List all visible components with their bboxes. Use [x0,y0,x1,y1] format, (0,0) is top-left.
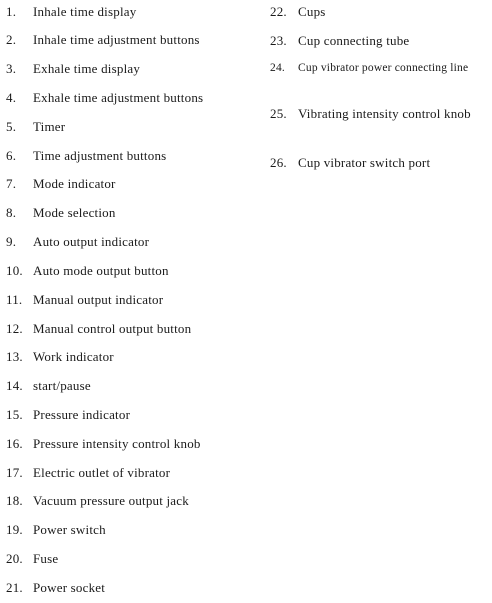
item-number: 12. [6,321,23,336]
item-number: 22. [270,4,287,19]
list-item [6,405,130,425]
item-number: 24. [270,62,285,74]
item-label: Cups [298,4,326,19]
item-label: Timer [33,119,66,134]
item-number: 5. [6,119,17,134]
item-label: Cup connecting tube [298,33,410,48]
item-number: 3. [6,61,17,76]
item-number: 14. [6,378,23,393]
list-item [6,261,169,281]
item-label: Cup vibrator switch port [298,155,431,170]
list-item [6,117,65,137]
item-label: Power switch [33,522,106,537]
list-item [6,59,140,79]
item-number: 8. [6,205,17,220]
list-item [270,153,430,173]
list-item [6,146,166,166]
list-item [6,88,203,108]
item-label: Auto output indicator [33,234,150,249]
item-number: 25. [270,106,287,121]
item-number: 17. [6,465,23,480]
item-number: 26. [270,155,287,170]
list-item [270,59,485,78]
item-label: Pressure intensity control knob [33,436,201,451]
item-label: Mode selection [33,205,116,220]
item-number: 13. [6,349,23,364]
list-item [6,549,58,569]
list-item [270,31,409,51]
list-item [6,30,200,50]
list-item [6,232,149,252]
item-number: 6. [6,148,17,163]
item-label: Vacuum pressure output jack [33,493,189,508]
list-item [6,290,163,310]
item-label: Inhale time adjustment buttons [33,32,200,47]
item-label: Electric outlet of vibrator [33,465,171,480]
item-number: 23. [270,33,287,48]
list-item [6,520,106,540]
item-label: Cup vibrator power connecting line [298,62,469,74]
list-item [6,347,114,367]
item-number: 10. [6,263,23,278]
item-label: start/pause [33,378,91,393]
item-number: 4. [6,90,17,105]
item-number: 1. [6,4,17,19]
item-label: Power socket [33,580,106,595]
item-label: Exhale time adjustment buttons [33,90,204,105]
item-number: 2. [6,32,17,47]
list-item [6,491,189,511]
list-item [6,2,136,22]
list-item [6,376,91,396]
item-label: Fuse [33,551,59,566]
item-label: Manual control output button [33,321,192,336]
item-label: Exhale time display [33,61,141,76]
item-number: 20. [6,551,23,566]
item-label: Work indicator [33,349,114,364]
list-item [6,174,116,194]
list-item [270,104,485,124]
list-item [6,203,116,223]
item-label: Inhale time display [33,4,137,19]
item-number: 16. [6,436,23,451]
item-label: Pressure indicator [33,407,131,422]
item-label: Time adjustment buttons [33,148,167,163]
item-label: Mode indicator [33,176,116,191]
item-number: 9. [6,234,17,249]
item-number: 11. [6,292,23,307]
list-item [270,2,326,22]
list-item [6,434,201,454]
item-label: Vibrating intensity control knob [298,106,471,121]
list-item [6,319,191,339]
item-label: Auto mode output button [33,263,169,278]
item-label: Manual output indicator [33,292,164,307]
item-number: 21. [6,580,23,595]
list-item [6,463,170,483]
item-number: 18. [6,493,23,508]
item-number: 15. [6,407,23,422]
item-number: 7. [6,176,17,191]
list-item [6,578,105,598]
item-number: 19. [6,522,23,537]
